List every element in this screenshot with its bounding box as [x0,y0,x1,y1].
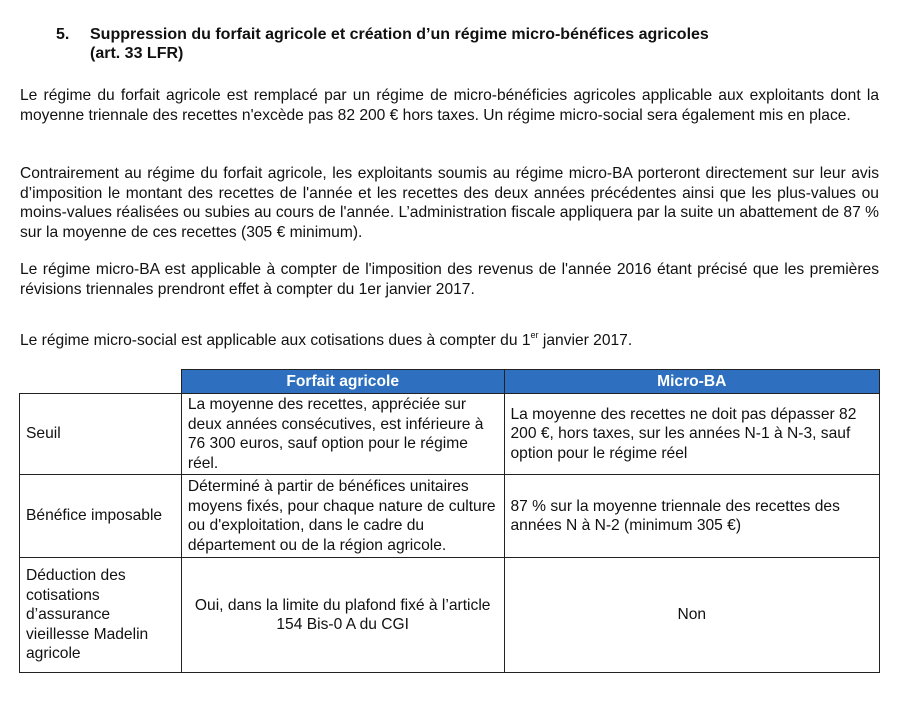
cell-forfait-deduction: Oui, dans la limite du plafond fixé à l’article 154 Bis-0 A du CGI [181,558,504,673]
paragraph-micro-social-text: Le régime micro-social est applicable aux cotisations dues à compter du 1 [20,332,531,349]
paragraph-micro-ba-application: Le régime micro-BA est applicable à compter de l'imposition des revenus de l'année 2016 étant précisé que les premières révisions triennales prendront effet à compter du 1er janvier 2017. [20,261,879,298]
table-row [20,558,880,673]
section-heading [56,25,810,63]
paragraph-forfait-replacement: Le régime du forfait agricole est remplacé par un régime de micro-bénéficies agricoles applicable aux exploitants dont la moyenne triennale des recettes n'excède pas 82 200 € hors taxes. Un régime micro-social sera également mis en place. [20,87,879,124]
cell-micro-deduction: Non [504,558,880,673]
table-header-empty [20,370,182,394]
row-label-deduction: Déduction des cotisations d’assurance vieillesse Madelin agricole [20,558,182,673]
section-number: 5. [56,26,70,43]
table-header-forfait: Forfait agricole [181,370,504,394]
row-label-benefice: Bénéfice imposable [20,475,182,558]
section-title-line1: Suppression du forfait agricole et création d’un régime micro-bénéfices agricoles [90,26,709,43]
cell-micro-seuil: La moyenne des recettes ne doit pas dépasser 82 200 €, hors taxes, sur les années N-1 à N-3, sauf option pour le régime réel [504,394,880,475]
table-row [20,394,880,475]
paragraph-micro-social [20,331,879,351]
section-title [90,25,810,63]
superscript-er: er [530,330,539,340]
table-header-micro-ba: Micro-BA [504,370,880,394]
cell-forfait-benefice: Déterminé à partir de bénéfices unitaires moyens fixés, pour chaque nature de culture ou d'exploitation, dans le cadre du département ou de la région agricole. [181,475,504,558]
comparison-table [19,369,880,673]
cell-forfait-seuil: La moyenne des recettes, appréciée sur deux années consécutives, est inférieure à 76 300 euros, sauf option pour le régime réel. [181,394,504,475]
section-title-line2: (art. 33 LFR) [90,45,184,62]
table-row [20,475,880,558]
paragraph-micro-social-end: janvier 2017. [538,332,633,349]
table-header-row [20,370,880,394]
paragraph-micro-ba-declaration: Contrairement au régime du forfait agricole, les exploitants soumis au régime micro-BA porteront directement sur leur avis d’imposition le montant des recettes de l'année et les recettes des deux années précédentes ainsi que les plus-values ou moins-values réalisées ou subies au cours de l'année. L’administration fiscale appliquera par la suite un abattement de 87 % sur la moyenne de ces recettes (305 € minimum). [20,165,879,241]
cell-micro-benefice: 87 % sur la moyenne triennale des recettes des années N à N-2 (minimum 305 €) [504,475,880,558]
row-label-seuil: Seuil [20,394,182,475]
